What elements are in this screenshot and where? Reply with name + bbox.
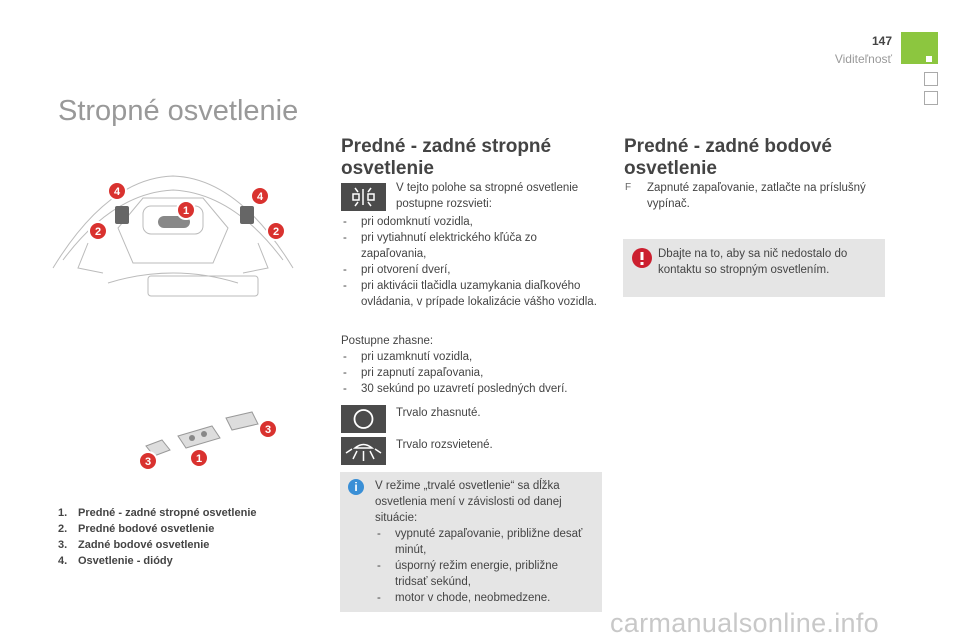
badge-2-left: 2 — [94, 226, 102, 238]
light-on-icon — [341, 437, 386, 465]
watermark: carmanualsonline.info — [610, 608, 879, 638]
legend-item: 3. Zadné bodové osvetlenie — [58, 539, 210, 551]
info-icon: i — [348, 479, 364, 495]
info-note-box — [340, 472, 602, 612]
list-item: - pri vytiahnutí elektrického kľúča zo zapaľovania, — [341, 230, 603, 262]
spot-light-instruction: Zapnuté zapaľovanie, zatlačte na príslušný vypínač. — [647, 182, 866, 210]
badge-2-right: 2 — [272, 226, 280, 238]
fade-out-list — [341, 349, 603, 397]
front-rear-spot-title: Predné - zadné bodové osvetlenie — [624, 136, 832, 179]
badge-4-left: 4 — [113, 186, 121, 198]
list-item: - pri aktivácii tlačidla uzamykania diaľkového ovládania, v prípade lokalizácie vášho vozidla. — [341, 278, 603, 310]
badge-1-rear: 1 — [195, 453, 203, 465]
badge-3-left: 3 — [144, 456, 152, 468]
list-item: - pri uzamknutí vozidla, — [341, 349, 603, 365]
info-note-list — [375, 526, 590, 606]
info-note-text: V režime „trvalé osvetlenie“ sa dĺžka osvetlenia mení v závislosti od danej situácie: — [375, 480, 562, 524]
fade-out-intro: Postupne zhasne: — [341, 335, 434, 347]
light-off-icon — [341, 405, 386, 433]
badge-4-right: 4 — [256, 191, 264, 203]
door-mode-list — [341, 214, 603, 310]
list-item: - pri zapnutí zapaľovania, — [341, 365, 603, 381]
list-item: - vypnuté zapaľovanie, približne desať minút, — [375, 526, 590, 558]
list-item: - 30 sekúnd po uzavretí posledných dverí. — [341, 381, 603, 397]
warning-note-box — [623, 239, 885, 297]
badge-1: 1 — [182, 205, 190, 217]
legend-item: 4. Osvetlenie - diódy — [58, 555, 173, 567]
section-title: Viditeľnosť — [834, 52, 892, 66]
chapter-marker — [924, 91, 938, 105]
rear-light-illustration — [130, 408, 290, 478]
front-rear-ceiling-title: Predné - zadné stropné osvetlenie — [341, 136, 552, 179]
warning-icon — [631, 247, 653, 269]
list-item: - pri odomknutí vozidla, — [341, 214, 603, 230]
list-item: - motor v chode, neobmedzene. — [375, 590, 590, 606]
chapter-tab — [901, 32, 938, 64]
ceiling-console-illustration — [48, 168, 298, 308]
list-item: - úsporný režim energie, približne tridsať sekúnd, — [375, 558, 590, 590]
legend-item: 2. Predné bodové osvetlenie — [58, 523, 215, 535]
warning-note-text: Dbajte na to, aby sa nič nedostalo do kontaktu so stropným osvetlením. — [658, 248, 848, 276]
legend-item: 1. Predné - zadné stropné osvetlenie — [58, 507, 257, 519]
door-mode-icon — [341, 183, 386, 211]
light-off-label: Trvalo zhasnuté. — [396, 407, 481, 419]
badge-3-right: 3 — [264, 424, 272, 436]
page-number: 147 — [871, 34, 892, 48]
bullet-icon: F — [625, 182, 632, 193]
door-mode-description: V tejto polohe sa stropné osvetlenie postupne rozsvieti: — [396, 182, 579, 210]
page-title: Stropné osvetlenie — [58, 95, 299, 127]
light-on-label: Trvalo rozsvietené. — [396, 439, 493, 451]
chapter-marker — [924, 72, 938, 86]
illustration-legend — [58, 505, 257, 569]
list-item: - pri otvorení dverí, — [341, 262, 603, 278]
